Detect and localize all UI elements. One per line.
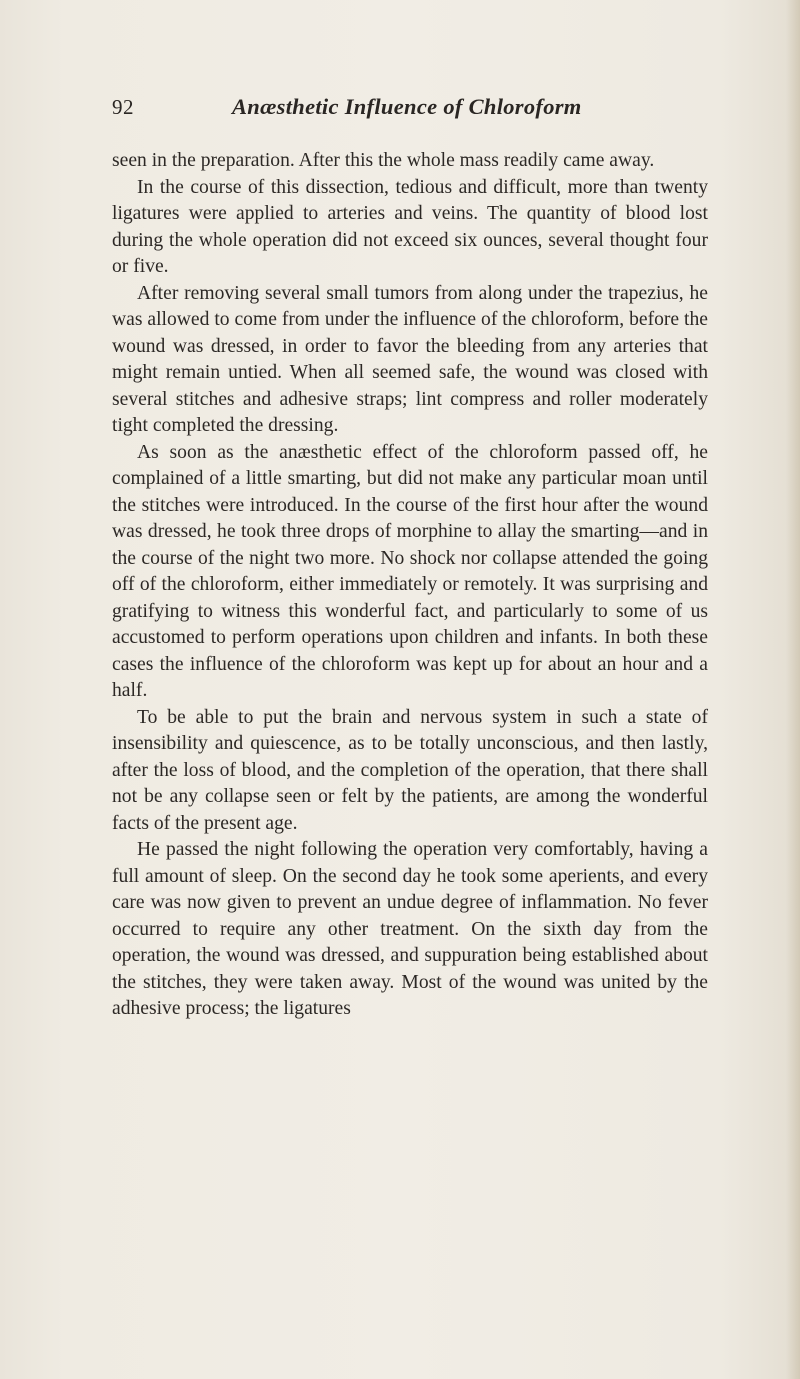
paragraph: To be able to put the brain and nervous system in such a state of insensibility and quiescence, as to be totally unconscious, and then lastly, after the loss of blood, and the completion of the operation, that there shall not be any collapse seen or felt by the patients, are among the wonderful facts of the present age.: [112, 706, 708, 834]
running-title: Anæsthetic Influence of Chloroform: [232, 94, 582, 119]
paragraph: In the course of this dissection, tedious and difficult, more than twenty ligatures were applied to arteries and veins. The quantity of blood lost during the whole operation did not exceed six ounces, several thought four or five.: [112, 176, 708, 277]
body-text: [112, 148, 708, 1023]
page-edge-shadow: [786, 0, 800, 1379]
paragraph: After removing several small tumors from along under the trapezius, he was allowed to come from under the influence of the chloroform, before the wound was dressed, in order to favor the bleeding from any arteries that might remain untied. When all seemed safe, the wound was closed with several stitches and adhesive straps; lint compress and roller moderately tight completed the dressing.: [112, 282, 708, 436]
paragraph: As soon as the anæsthetic effect of the chloroform passed off, he complained of a little smarting, but did not make any particular moan until the stitches were introduced. In the course of the first hour after the wound was dressed, he took three drops of morphine to allay the smarting—and in the course of the night two more. No shock nor collapse attended the going off of the chloroform, either immediately or remotely. It was surprising and gratifying to witness this wonderful fact, and particularly to some of us accustomed to perform operations upon children and infants. In both these cases the influence of the chloroform was kept up for about an hour and a half.: [112, 441, 708, 701]
page-number: 92: [112, 95, 134, 119]
paragraph: He passed the night following the operation very comfortably, having a full amount of sleep. On the second day he took some aperients, and every care was now given to prevent an undue degree of inflammation. No fever occurred to require any other treatment. On the sixth day from the operation, the wound was dressed, and suppuration being established about the stitches, they were taken away. Most of the wound was united by the adhesive process; the ligatures: [112, 839, 708, 1019]
paragraph-continuation: seen in the preparation. After this the whole mass readily came away.: [112, 150, 655, 171]
running-head: [112, 92, 712, 126]
